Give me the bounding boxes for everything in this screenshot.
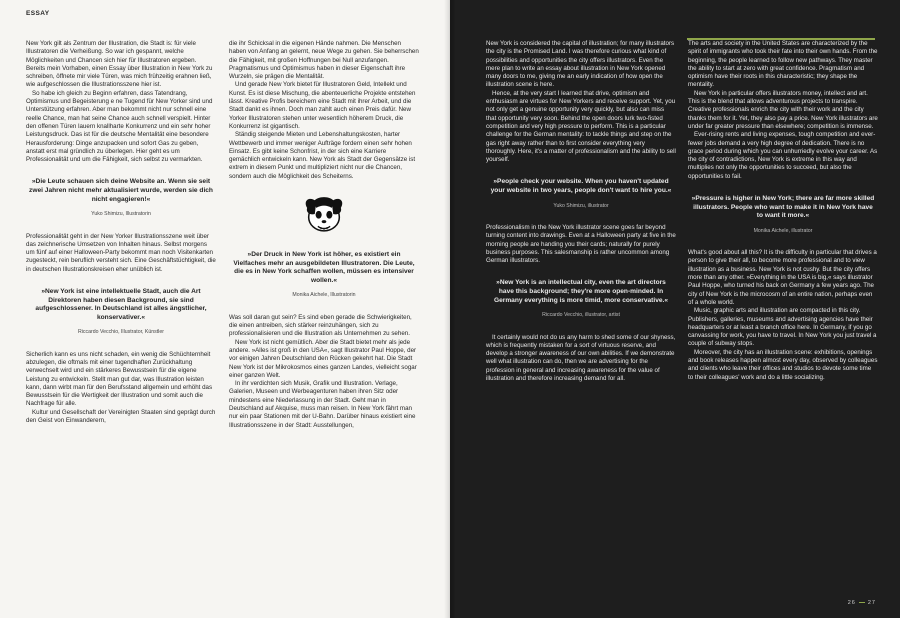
paragraph: Moreover, the city has an illustration scene: exhibitions, openings and book releases happen almost every day, observed by colleagues and clients who leave their offices and studios to devote some time to their colleagues' work and do a little socializing.	[688, 348, 878, 381]
quote-attribution: Yuko Shimizu, Illustratorin	[91, 211, 151, 218]
pull-quote: »New York ist eine intellektuelle Stadt, auch die Art Direktoren haben diesen Background, sie sind aufgeschlossener. In Deutschland ist alles ängstlicher, konservativer.«	[35, 288, 207, 321]
paragraph: Kultur und Gesellschaft der Vereinigten Staaten sind geprägt durch den Geist von Einwanderern,	[26, 408, 216, 425]
page-number-left: 26	[847, 600, 856, 606]
english-column-2	[688, 40, 878, 382]
page-number-divider	[859, 602, 865, 603]
paragraph: Professionalität geht in der New Yorker Illustrationsszene weit über das zeichnerische Umsetzen von Inhalten hinaus. Selbst morgens um fünf auf einer Halloween-Party bekommt man noch Visitenkarten zugesteckt, rein beruflich versteht sich. Eine Geschäftstüchtigkeit, die in deutschen Illustrationskreisen eher unüblich ist.	[26, 232, 216, 273]
paragraph: New York gilt als Zentrum der Illustration, die Stadt is: für viele Illustratoren die Verheißung. So war ich gespannt, welche Möglichkeiten und Chancen sich hier für Illustratoren ergeben. Bereits mein Vorhaben, einen Essay über Illustration in New York zu schreiben, öffnete mir viele Türen, was mich frühzeitig erahnen ließ, wie aufgeschlossen die Illustrationsszene hier ist.	[26, 40, 213, 89]
quote-attribution: Monika Aichele, Illustratorin	[292, 292, 356, 299]
book-spine-shadow	[444, 0, 456, 618]
quote-attribution: Riccardo Vecchio, Illustrator, Künstler	[78, 329, 164, 336]
quote-attribution: Riccardo Vecchio, illustrator, artist	[542, 312, 620, 319]
pull-quote: »New York is an intellectual city, even the art directors have this background; they're more open-minded. In Germany everything is more timid, more conservative.«	[493, 279, 669, 304]
paragraph: In ihr verdichten sich Musik, Grafik und Illustration. Verlage, Galerien, Museen und Werbeagenturen haben ihren Sitz oder mindestens eine Niederlassung in der Stadt. Geht man in Deutschland auf Akquise, muss man reisen. In New York fährt man nur ein paar Stationen mit der U-Bahn. Darüber hinaus existiert eine Illustrationsszene in der Stadt: Ausstellungen,	[229, 380, 416, 429]
paragraph: die ihr Schicksal in die eigenen Hände nahmen. Die Menschen haben von Anfang an gelernt, neue Wege zu gehen. Sie beherrschen die Fähigkeit, mit großen Hoffnungen bei Null anzufangen. Pragmatismus und Optimismus haben in dieser Eigenschaft ihre Wurzeln, sie prägen die Mentalität.	[229, 40, 419, 81]
paragraph: Ständig steigende Mieten und Lebenshaltungskosten, harter Wettbewerb und immer weniger Aufträge fordern einen sehr hohen Einsatz. Es gibt keine Schonfrist, in der sich eine Karriere gemächlich entwickeln kann. New York als Stadt der Gegensätze ist extrem in diesem Punkt und multipliziert nicht nur die Chancen, sondern auch die Möglichkeit des Scheiterns.	[229, 131, 416, 180]
cartoon-face-illustration	[301, 191, 347, 237]
paragraph: What's good about all this? It is the difficulty in particular that drives a person to give their all, to become more professional and to view illustration as a business. New York is not cushy. But the city offers more than any other. »Everything in the USA is big,« says illustrator Paul Hoppe, who turned his back on Germany a few years ago. The city of New York is the microcosm of an entire nation, perhaps even of a whole world.	[688, 249, 877, 306]
paragraph: Was soll daran gut sein? Es sind eben gerade die Schwierigkeiten, die einen antreiben, sich stärker reinzuhängen, sich zu professionalisieren und die Illustration als Unternehmen zu sehen.	[229, 313, 412, 338]
paragraph: Sicherlich kann es uns nicht schaden, ein wenig die Schüchternheit abzulegen, die oftmals mit einer tugendhaften Zurückhaltung verwechselt wird und ein stärkeres Bewusstsein für die eigene Leistung zu entwickeln. Stellt man gut dar, was Illustration leisten kann, dann wirbt man für den Berufsstand allgemein und erhöht das Bewusstsein für die Wertigkeit der Illustration und somit auch die Nachfrage für alle.	[26, 350, 213, 408]
paragraph: Und gerade New York bietet für Illustratoren Geld, Intellekt und Kunst. Es ist diese Mischung, die abenteuerliche Projekte entstehen lässt. Kreative Profis bereichern eine Stadt mit ihrer Arbeit, und die Stadt dankt es ihnen. Doch man zahlt auch einen Preis dafür. New Yorker Illustratoren stehen unter wesentlich höherem Druck, die Konkurrenz ist gigantisch.	[229, 81, 416, 130]
paragraph: New York is considered the capital of illustration; for many illustrators the city is the Promised Land. I was therefore curious what kind of possibilities and opportunities the city offers illustrators. Even the mere plan to write an essay about illustration in New York opened many doors to me, giving me an early indication of how open the illustration scene is here.	[486, 40, 675, 89]
right-page	[450, 0, 900, 618]
paragraph: The arts and society in the United States are characterized by the spirit of immigrants who took their fate into their own hands. From the beginning, the people learned to follow new pathways. They master the ability to start at zero with great confidence. Pragmatism and optimism have their roots in this characteristic; they shape the mentality.	[688, 40, 878, 89]
paragraph: New York ist nicht gemütlich. Aber die Stadt bietet mehr als jede andere. »Alles ist groß in den USA«, sagt Illustrator Paul Hoppe, der vor einigen Jahren Deutschland den Rücken gekehrt hat. Die Stadt New York ist der Mikrokosmos eines ganzen Landes, vielleicht sogar einer ganzen Welt.	[229, 338, 417, 379]
pull-quote: »Pressure is higher in New York; there are far more skilled illustrators. People who want to make it in New York have to want it more.«	[691, 195, 875, 220]
pull-quote: »Der Druck in New York ist höher, es existiert ein Vielfaches mehr an ausgebildeten Illustratoren. Die Leute, die es in New York schaffen wollen, müssen es intensiver wollen.«	[233, 251, 415, 284]
pull-quote: »Die Leute schauen sich deine Website an. Wenn sie seit zwei Jahren nicht mehr aktualisiert wurde, werden sie dich nicht engagieren!«	[29, 178, 213, 203]
section-label: ESSAY	[26, 10, 50, 17]
paragraph: New York in particular offers illustrators money, intellect and art. This is the blend that allows adventurous projects to transpire. Creative professionals enrich the city with their work and the city thanks them for it. Yet, they also pay a price. New York illustrators are under far greater pressure than elsewhere; competition is immense.	[688, 89, 878, 130]
paragraph: So habe ich gleich zu Beginn erfahren, dass Tatendrang, Optimismus und Begeisterung e ne Tugend für New Yorker sind und Unterstützung erfahren. Aber man bekommt nicht nur schnell eine reelle Chance, man hat seine Chance auch schnell verspielt. Hinter den offenen Türen lauern knallharte Konkurrenz und ein sehr hoher Leistungsdruck. Das ist für die deutsche Mentalität eine besondere Herausforderung: Dinge anzupacken und sofort Gas zu geben, anstatt erst mal gründlich zu überlegen. Hier geht es um Professionalität und um die Fähigkeit, sich selbst zu vermarkten.	[26, 89, 213, 164]
paragraph: Ever-rising rents and living expenses, tough competition and ever-fewer jobs demand a very high degree of dedication. There is no grace period during which you can unhurriedly evolve your career. As the city of contradictions, New York is extreme in this way and multiplies not only the opportunities to succeed, but also the opportunities to fail.	[688, 131, 878, 180]
paragraph: Music, graphic arts and illustration are compacted in this city. Publishers, galleries, museums and advertising agencies have their headquarters or at least a branch office here. In Germany, if you go canvassing for work, you have to travel. In New York you just travel a couple of subway stops.	[688, 307, 877, 348]
page-numbers	[848, 600, 876, 606]
paragraph: Professionalism in the New York illustrator scene goes far beyond turning content into drawings. Even at a Halloween party at five in the morning people are handing you their cards; naturally for purely business purposes. This salesmanship is rather uncommon among German illustrators.	[486, 223, 676, 265]
page-number-right: 27	[867, 600, 876, 606]
english-column-1	[486, 40, 676, 383]
pull-quote: »People check your website. When you haven't updated your website in two years, people don't want to hire you.«	[490, 178, 672, 195]
german-column-2	[229, 40, 419, 430]
paragraph: Hence, at the very start I learned that drive, optimism and enthusiasm are virtues for New Yorkers and receive support. Yet, you not only get a genuine opportunity very quickly, but also can miss that opportunity very soon. Behind the open doors lurk two-fisted competition and very high pressure to perform. This is a particular challenge for the German mentality: to tackle things and step on the gas right away rather than to first consider everything very thoroughly. Here, it's a matter of professionalism and the ability to sell yourself.	[486, 89, 676, 164]
german-column-1	[26, 40, 216, 425]
quote-attribution: Yuko Shimizu, illustrator	[553, 202, 609, 209]
quote-attribution: Monika Aichele, illustrator	[753, 227, 813, 234]
paragraph: It certainly would not do us any harm to shed some of our shyness, which is frequently mistaken for a sort of virtuous reserve, and develop a stronger awareness of our own abilities. If we demonstrate well what illustration can do, then we are advertising for the profession in general and increasing awareness for the value of illustration and therefore increasing demand for all.	[486, 333, 676, 382]
